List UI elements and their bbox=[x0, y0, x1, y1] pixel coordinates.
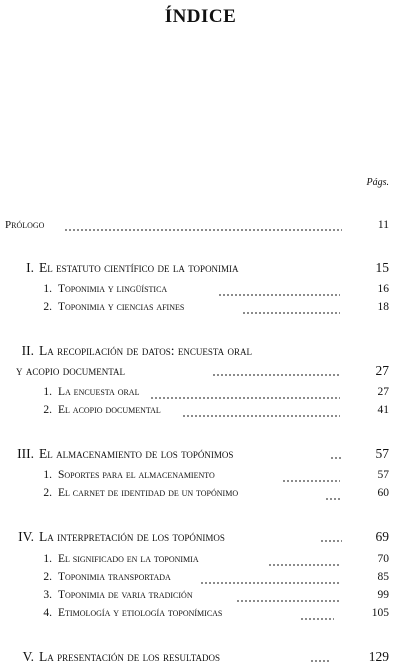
section-title: Soportes para el almacenamiento bbox=[58, 469, 215, 481]
section-number: 1. bbox=[43, 386, 52, 398]
section-page: 60 bbox=[377, 487, 389, 499]
leader-dots bbox=[330, 450, 342, 460]
leader-dots bbox=[236, 593, 340, 603]
leader-dots bbox=[212, 367, 340, 377]
section-number: 2. bbox=[43, 571, 52, 583]
section-number: 2. bbox=[43, 487, 52, 499]
section-title: El carnet de identidad de un topónimo bbox=[58, 487, 239, 499]
section-page: 27 bbox=[377, 386, 389, 398]
toc-section[interactable] bbox=[0, 487, 401, 505]
toc-section[interactable] bbox=[0, 571, 401, 589]
chapter-title: La presentación de los resultados bbox=[39, 649, 220, 664]
leader-dots bbox=[218, 287, 340, 297]
toc-section[interactable] bbox=[0, 589, 401, 607]
section-page: 16 bbox=[377, 283, 389, 295]
section-title: El significado en la toponimia bbox=[58, 553, 199, 565]
chapter-page: 69 bbox=[375, 529, 389, 544]
leader-dots bbox=[325, 491, 340, 501]
toc-chapter-4[interactable] bbox=[0, 529, 401, 547]
toc-chapter-2[interactable] bbox=[0, 343, 401, 361]
section-title: Etimología y etiología toponímicas bbox=[58, 607, 223, 619]
section-number: 1. bbox=[43, 283, 52, 295]
leader-dots bbox=[310, 653, 330, 663]
toc-section[interactable] bbox=[0, 553, 401, 571]
chapter-number: II. bbox=[21, 343, 34, 358]
section-number: 1. bbox=[43, 469, 52, 481]
leader-dots bbox=[150, 390, 340, 400]
chapter-page: 27 bbox=[375, 363, 389, 378]
chapter-number: I. bbox=[26, 260, 34, 275]
section-title: Toponimia de varia tradición bbox=[58, 589, 193, 601]
section-number: 1. bbox=[43, 553, 52, 565]
pages-column-header: Págs. bbox=[366, 177, 389, 188]
section-page: 105 bbox=[371, 607, 389, 619]
leader-dots bbox=[200, 575, 340, 585]
chapter-number: V. bbox=[22, 649, 34, 664]
leader-dots bbox=[320, 533, 342, 543]
chapter-page: 15 bbox=[375, 260, 389, 275]
section-page: 57 bbox=[377, 469, 389, 481]
section-page: 18 bbox=[377, 301, 389, 313]
toc-entry-page: 11 bbox=[377, 219, 389, 231]
toc-chapter-2-cont[interactable] bbox=[0, 363, 401, 381]
section-title: Toponimia y ciencias afines bbox=[58, 301, 185, 313]
page-title: ÍNDICE bbox=[164, 6, 237, 27]
section-number: 2. bbox=[43, 301, 52, 313]
leader-dots bbox=[282, 473, 340, 483]
toc-section[interactable] bbox=[0, 301, 401, 319]
section-number: 3. bbox=[43, 589, 52, 601]
leader-dots bbox=[268, 557, 340, 567]
chapter-number: III. bbox=[17, 446, 34, 461]
toc-entry-prologue[interactable] bbox=[0, 219, 401, 237]
toc-section[interactable] bbox=[0, 607, 401, 625]
section-page: 41 bbox=[377, 404, 389, 416]
leader-dots bbox=[64, 222, 342, 232]
section-number: 4. bbox=[43, 607, 52, 619]
section-page: 99 bbox=[377, 589, 389, 601]
leader-dots bbox=[242, 305, 340, 315]
chapter-number: IV. bbox=[18, 529, 34, 544]
section-page: 85 bbox=[377, 571, 389, 583]
toc-chapter-1[interactable] bbox=[0, 260, 401, 278]
chapter-title-line1: La recopilación de datos: encuesta oral bbox=[39, 343, 252, 358]
toc-section[interactable] bbox=[0, 469, 401, 487]
toc-section[interactable] bbox=[0, 283, 401, 301]
chapter-title-line2: y acopio documental bbox=[16, 363, 126, 378]
section-title: Toponimia transportada bbox=[58, 571, 171, 583]
toc-chapter-3[interactable] bbox=[0, 446, 401, 464]
chapter-title: La interpretación de los topónimos bbox=[39, 529, 225, 544]
leader-dots bbox=[182, 408, 340, 418]
chapter-title: El estatuto científico de la toponimia bbox=[39, 260, 239, 275]
section-title: La encuesta oral bbox=[58, 386, 140, 398]
toc-section[interactable] bbox=[0, 404, 401, 422]
toc-section[interactable] bbox=[0, 386, 401, 404]
toc-entry-label: Prólogo bbox=[5, 219, 45, 231]
toc-chapter-5[interactable] bbox=[0, 649, 401, 667]
leader-dots bbox=[300, 611, 334, 621]
section-title: Toponimia y lingüística bbox=[58, 283, 168, 295]
chapter-page: 129 bbox=[368, 649, 389, 664]
chapter-title: El almacenamiento de los topónimos bbox=[39, 446, 234, 461]
section-page: 70 bbox=[377, 553, 389, 565]
section-number: 2. bbox=[43, 404, 52, 416]
section-title: El acopio documental bbox=[58, 404, 161, 416]
chapter-page: 57 bbox=[375, 446, 389, 461]
